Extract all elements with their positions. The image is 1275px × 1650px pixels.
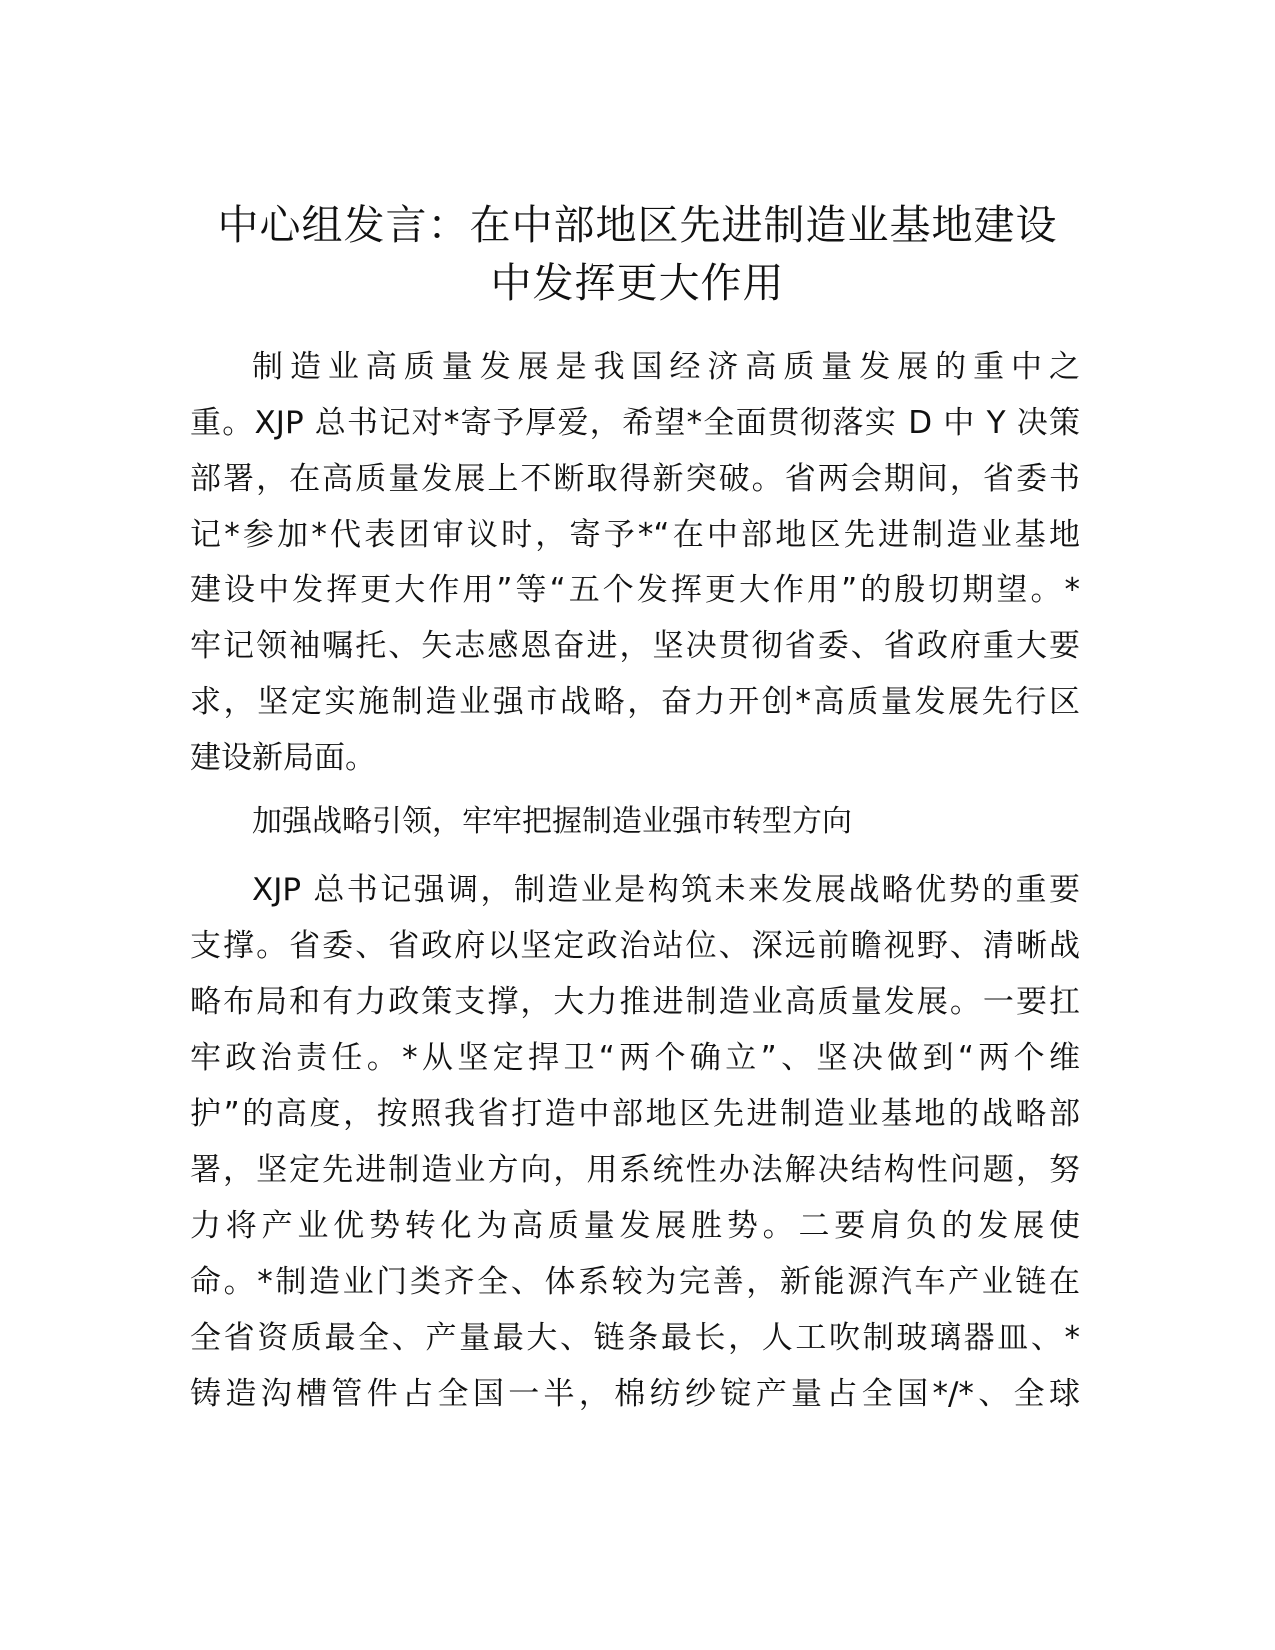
document-title-line-2: 中发挥更大作用 <box>490 259 785 307</box>
paragraph-1-line-5: 建设中发挥更大作用”等“五个发挥更大作用”的殷切期望。* <box>190 572 1080 608</box>
paragraph-2-line-10: 铸造沟槽管件占全国一半，棉纺纱锭产量占全国*/*、全球 <box>190 1376 1080 1412</box>
paragraph-2-line-1: XJP 总书记强调，制造业是构筑未来发展战略优势的重要 <box>252 872 1080 908</box>
paragraph-2-line-8: 命。*制造业门类齐全、体系较为完善，新能源汽车产业链在 <box>190 1264 1080 1300</box>
paragraph-2-line-2: 支撑。省委、省政府以坚定政治站位、深远前瞻视野、清晰战 <box>190 928 1080 964</box>
paragraph-2-line-7: 力将产业优势转化为高质量发展胜势。二要肩负的发展使 <box>190 1208 1080 1244</box>
paragraph-2-line-9: 全省资质最全、产量最大、链条最长，人工吹制玻璃器皿、* <box>190 1320 1080 1356</box>
paragraph-1-line-2: 重。XJP 总书记对*寄予厚爱，希望*全面贯彻落实 D 中 Y 决策 <box>190 405 1080 441</box>
paragraph-2-line-4: 牢政治责任。*从坚定捍卫“两个确立”、坚决做到“两个维 <box>190 1040 1080 1076</box>
paragraph-2-line-5: 护”的高度，按照我省打造中部地区先进制造业基地的战略部 <box>190 1096 1080 1132</box>
paragraph-1-line-7: 求，坚定实施制造业强市战略，奋力开创*高质量发展先行区 <box>190 684 1080 720</box>
paragraph-1-line-6: 牢记领袖嘱托、矢志感恩奋进，坚决贯彻省委、省政府重大要 <box>190 628 1080 664</box>
document-title-line-1: 中心组发言：在中部地区先进制造业基地建设 <box>217 201 1058 249</box>
paragraph-1-line-4: 记*参加*代表团审议时，寄予*“在中部地区先进制造业基地 <box>190 517 1080 553</box>
paragraph-2-line-3: 略布局和有力政策支撑，大力推进制造业高质量发展。一要扛 <box>190 984 1080 1020</box>
paragraph-1-line-1: 制造业高质量发展是我国经济高质量发展的重中之 <box>252 349 1080 385</box>
paragraph-1-line-8: 建设新局面。 <box>190 740 376 776</box>
paragraph-2-line-6: 署，坚定先进制造业方向，用系统性办法解决结构性问题，努 <box>190 1152 1080 1188</box>
section-heading: 加强战略引领，牢牢把握制造业强市转型方向 <box>252 804 852 839</box>
paragraph-1-line-3: 部署，在高质量发展上不断取得新突破。省两会期间，省委书 <box>190 461 1080 497</box>
